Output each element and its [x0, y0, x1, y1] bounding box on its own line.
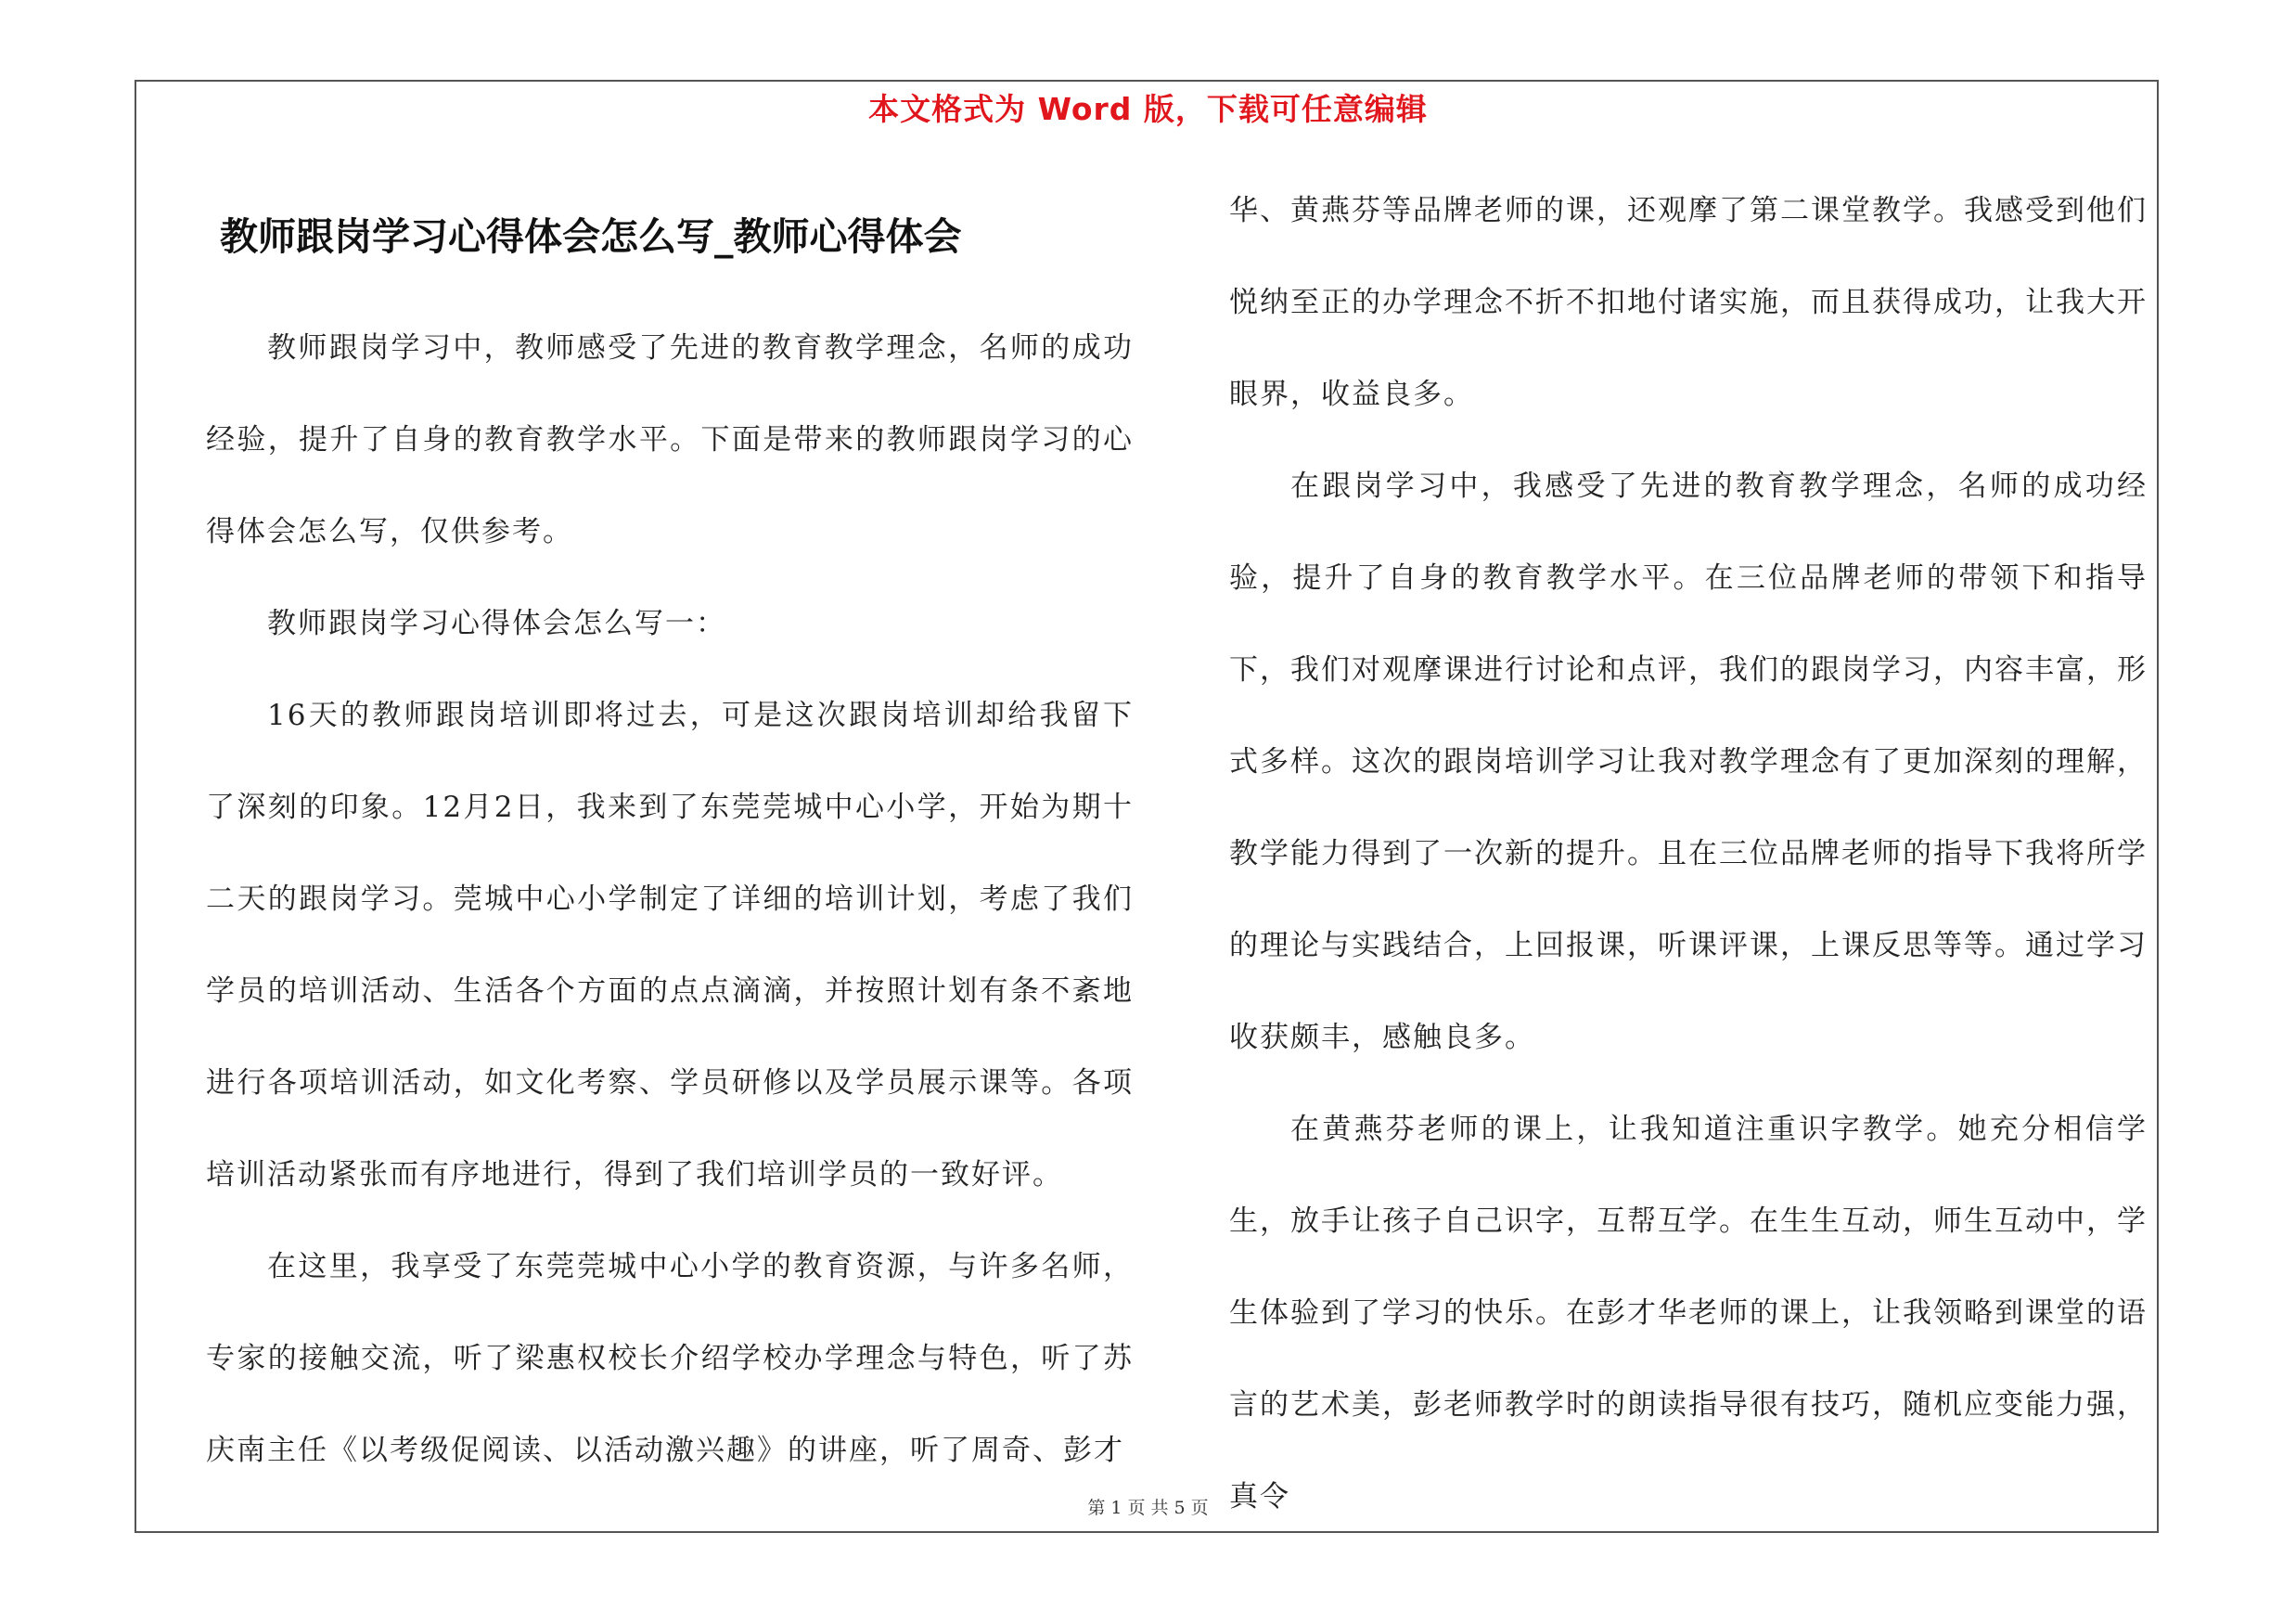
word-format-banner: 本文格式为 Word 版，下载可任意编辑	[868, 91, 1428, 127]
document-title: 教师跟岗学习心得体会怎么写_教师心得体会	[220, 214, 962, 259]
paragraph-continued: 华、黄燕芬等品牌老师的课，还观摩了第二课堂教学。我感受到他们悦纳至正的办学理念不折不扣地付诸实施，而且获得成功，让我大开眼界，收益良多。	[1229, 194, 2148, 411]
paragraph-classroom: 在黄燕芬老师的课上，让我知道注重识字教学。她充分相信学生，放手让孩子自己识字，互帮互学。在生生互动，师生互动中，学生体验到了学习的快乐。在彭才华老师的课上，让我领略到课堂的语言的艺术美，彭老师教学时的朗读指导很有技巧，随机应变能力强，真令	[1229, 1113, 2148, 1514]
paragraph-intro: 教师跟岗学习中，教师感受了先进的教育教学理念，名师的成功经验，提升了自身的教育教学水平。下面是带来的教师跟岗学习的心得体会怎么写，仅供参考。	[206, 331, 1134, 548]
paragraph-experience: 在跟岗学习中，我感受了先进的教育教学理念，名师的成功经验，提升了自身的教育教学水平。在三位品牌老师的带领下和指导下，我们对观摩课进行讨论和点评，我们的跟岗学习，内容丰富，形式多样。这次的跟岗培训学习让我对教学理念有了更加深刻的理解，教学能力得到了一次新的提升。且在三位品牌老师的指导下我将所学的理论与实践结合，上回报课，听课评课，上课反思等等。通过学习收获颇丰，感触良多。	[1229, 470, 2148, 1054]
paragraph-training: 16天的教师跟岗培训即将过去，可是这次跟岗培训却给我留下了深刻的印象。12月2日，我来到了东莞莞城中心小学，开始为期十二天的跟岗学习。莞城中心小学制定了详细的培训计划，考虑了我们学员的培训活动、生活各个方面的点点滴滴，并按照计划有条不紊地进行各项培训活动，如文化考察、学员研修以及学员展示课等。各项培训活动紧张而有序地进行，得到了我们培训学员的一致好评。	[206, 699, 1134, 1191]
paragraph-heading-one: 教师跟岗学习心得体会怎么写一：	[267, 607, 726, 640]
paragraph-resources: 在这里，我享受了东莞莞城中心小学的教育资源，与许多名师，专家的接触交流，听了梁惠权校长介绍学校办学理念与特色，听了苏庆南主任《以考级促阅读、以活动激兴趣》的讲座，听了周奇、彭才	[206, 1250, 1134, 1467]
page-footer: 第 1 页 共 5 页	[1087, 1498, 1209, 1518]
